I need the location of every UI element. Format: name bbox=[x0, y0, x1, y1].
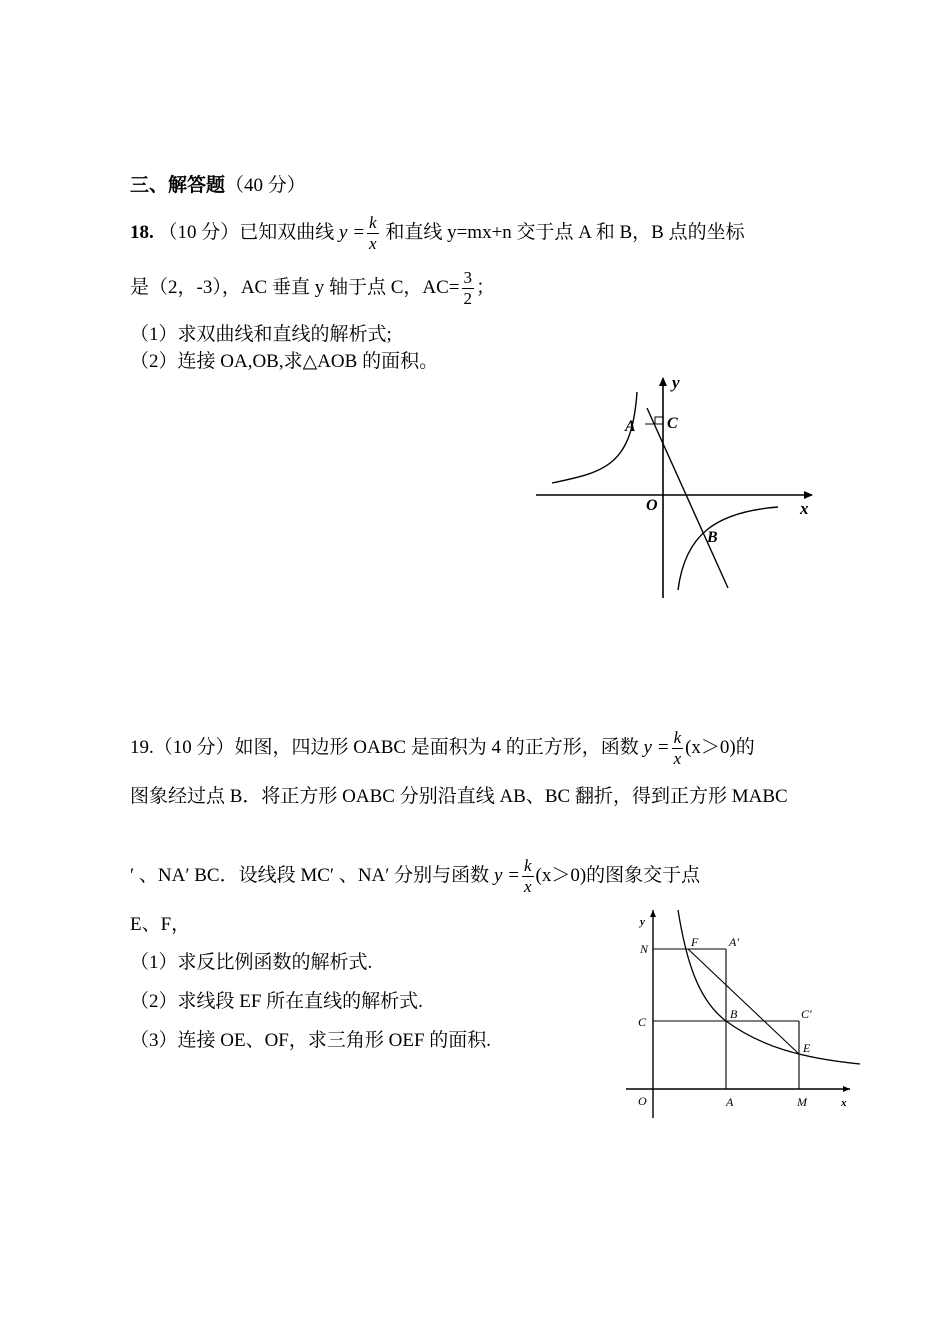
q19-label-N: N bbox=[640, 942, 649, 956]
q19-y-eq-1: y = bbox=[643, 736, 670, 758]
q18-ac-den: 2 bbox=[463, 289, 473, 308]
q18-sub-2: （2）连接 OA,OB,求△AOB 的面积。 bbox=[130, 351, 439, 372]
q18-ac-fraction bbox=[462, 268, 475, 309]
q18-label-O: O bbox=[646, 497, 658, 514]
q18-line-AB bbox=[647, 408, 728, 588]
q19-label-x: x bbox=[841, 1097, 847, 1109]
q19-frac1-num: k bbox=[673, 728, 682, 747]
q18-text-a: 已知双曲线 bbox=[239, 221, 335, 243]
q18-sub-1: （1）求双曲线和直线的解析式; bbox=[130, 324, 392, 345]
q19-label-F: F bbox=[691, 935, 699, 949]
q19-fraction-2 bbox=[522, 856, 534, 897]
q19-line-1 bbox=[130, 728, 755, 769]
q18-line-2 bbox=[130, 268, 495, 309]
q18-points: （10 分） bbox=[158, 221, 240, 243]
q18-figure bbox=[530, 370, 820, 605]
q19-frac1-den: x bbox=[673, 749, 682, 768]
q19-hyperbola bbox=[678, 910, 860, 1064]
q19-label-A: A bbox=[726, 1095, 734, 1109]
q19-line-EF bbox=[688, 949, 799, 1054]
q19-line-2: 图象经过点 B．将正方形 OABC 分别沿直线 AB、BC 翻折，得到正方形 MABC bbox=[130, 786, 788, 807]
q18-line2-a: 是（2，-3），AC 垂直 y 轴于点 C，AC= bbox=[130, 276, 460, 298]
q18-text-b: 和直线 y=mx+n 交于点 A 和 B，B 点的坐标 bbox=[385, 221, 745, 243]
q18-line2-b: ； bbox=[476, 276, 496, 298]
q19-sub-1: （1）求反比例函数的解析式. bbox=[130, 952, 373, 973]
q19-frac2-num: k bbox=[523, 856, 532, 875]
q19-label-C1: C' bbox=[801, 1007, 812, 1021]
q19-line3-a: ′ 、NA′ BC．设线段 MC′ 、NA′ 分别与函数 bbox=[130, 864, 490, 886]
q18-label-C: C bbox=[667, 415, 678, 432]
q18-frac-den: x bbox=[369, 234, 377, 253]
q19-line1-b: (x＞0)的 bbox=[685, 736, 755, 758]
q19-label-B: B bbox=[730, 1007, 738, 1021]
q19-frac2-den: x bbox=[523, 877, 532, 896]
section-heading-points: （40 分） bbox=[225, 175, 306, 196]
q19-sub-3: （3）连接 OE、OF，求三角形 OEF 的面积. bbox=[130, 1030, 492, 1051]
q18-label-y: y bbox=[672, 373, 680, 392]
q19-fraction-1 bbox=[672, 728, 684, 769]
q19-label-E: E bbox=[803, 1041, 811, 1055]
q19-label-O: O bbox=[638, 1094, 647, 1108]
q19-line-4: E、F， bbox=[130, 914, 191, 935]
q18-label-A: A bbox=[625, 418, 636, 435]
q19-figure bbox=[620, 900, 870, 1125]
q18-ac-num: 3 bbox=[463, 268, 473, 287]
section-heading bbox=[130, 170, 306, 197]
q19-label-y: y bbox=[640, 916, 645, 928]
q18-y-eq: y = bbox=[339, 221, 366, 243]
q19-label-M: M bbox=[797, 1095, 807, 1109]
q18-label-x: x bbox=[800, 499, 809, 518]
q18-right-angle-mark bbox=[655, 417, 663, 424]
q18-hyperbola-left bbox=[552, 392, 637, 483]
q19-y-eq-2: y = bbox=[493, 864, 520, 886]
q18-label-B: B bbox=[707, 529, 718, 546]
q19-sub-2: （2）求线段 EF 所在直线的解析式. bbox=[130, 991, 423, 1012]
q18-frac-num: k bbox=[369, 213, 377, 232]
q18-line-1 bbox=[130, 213, 745, 254]
section-heading-title: 三、解答题 bbox=[130, 175, 226, 196]
q19-line-3 bbox=[130, 856, 700, 897]
q18-hyperbola-right bbox=[678, 507, 778, 590]
q19-line1-a: 19.（10 分）如图，四边形 OABC 是面积为 4 的正方形，函数 bbox=[130, 736, 639, 758]
q18-number: 18. bbox=[130, 221, 154, 243]
q19-label-C: C bbox=[638, 1015, 647, 1029]
q19-line3-b: (x＞0)的图象交于点 bbox=[535, 864, 701, 886]
q18-fraction bbox=[367, 213, 379, 254]
q19-label-A1: A' bbox=[729, 935, 739, 949]
